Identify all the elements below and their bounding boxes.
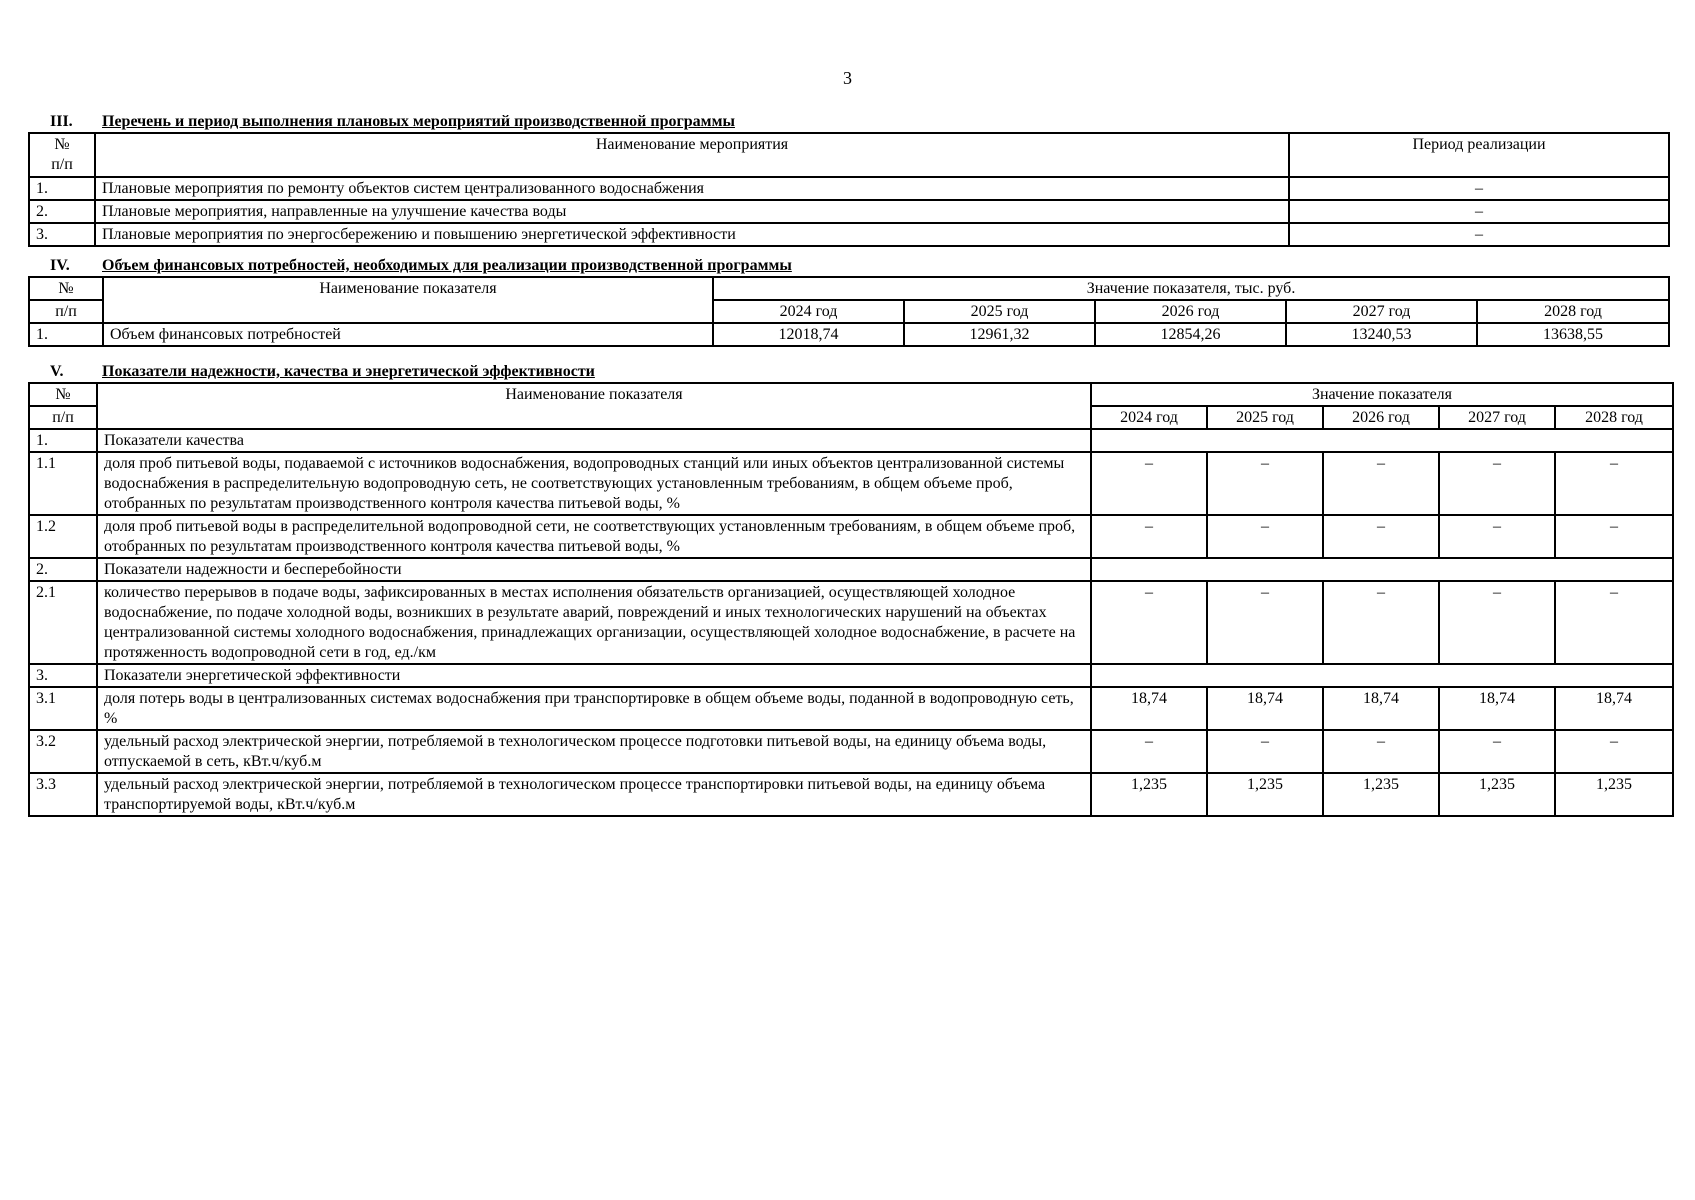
group-num: 1. [29, 429, 97, 452]
row-value: – [1207, 452, 1323, 515]
row-num: 2.1 [29, 581, 97, 664]
section-4-roman: IV. [50, 257, 70, 274]
section-4 [28, 256, 1670, 347]
header-name: Наименование показателя [97, 383, 1091, 429]
header-year: 2025 год [904, 300, 1095, 323]
table-row [29, 581, 1673, 664]
section-4-table [28, 276, 1670, 347]
section-5-table [28, 382, 1674, 817]
section-5-roman: V. [50, 363, 64, 380]
row-value: – [1555, 515, 1673, 558]
row-value: 12961,32 [904, 323, 1095, 346]
row-value: – [1439, 452, 1555, 515]
header-num-line2: п/п [29, 300, 103, 323]
row-name: Плановые мероприятия по ремонту объектов систем централизованного водоснабжения [95, 177, 1289, 200]
group-name: Показатели надежности и бесперебойности [97, 558, 1091, 581]
header-num-line2: п/п [51, 156, 73, 173]
row-value: 1,235 [1439, 773, 1555, 816]
table-row [29, 687, 1673, 730]
row-value: 18,74 [1323, 687, 1439, 730]
row-value: 1,235 [1323, 773, 1439, 816]
row-value: – [1555, 730, 1673, 773]
row-value: 12854,26 [1095, 323, 1286, 346]
row-num: 3.2 [29, 730, 97, 773]
row-name: Плановые мероприятия по энергосбережению и повышению энергетической эффективности [95, 223, 1289, 246]
table-header-row [29, 277, 1669, 300]
row-value: – [1323, 452, 1439, 515]
row-name: количество перерывов в подаче воды, зафиксированных в местах исполнения обязательств организацией, осуществляющей холодное водоснабжение, по подаче холодной воды, возникших в результате аварий, повреждений и иных технологических нарушений на объектах централизованной системы холодного водоснабжения, принадлежащих организации, осуществляющей холодное водоснабжение, в расчете на протяженность водопроводной сети в год, ед./км [97, 581, 1091, 664]
header-year: 2028 год [1555, 406, 1673, 429]
row-name: доля проб питьевой воды в распределительной водопроводной сети, не соответствующих установленным требованиям, в общем объеме проб, отобранных по результатам производственного контроля качества питьевой воды, % [97, 515, 1091, 558]
row-num: 1.1 [29, 452, 97, 515]
table-row [29, 452, 1673, 515]
page-number: 3 [843, 68, 852, 88]
row-name: удельный расход электрической энергии, потребляемой в технологическом процессе подготовки питьевой воды, на единицу объема воды, отпускаемой в сеть, кВт.ч/куб.м [97, 730, 1091, 773]
row-value: – [1323, 730, 1439, 773]
table-header-row [29, 383, 1673, 406]
group-values-empty [1091, 664, 1673, 687]
group-values-empty [1091, 429, 1673, 452]
row-value: – [1555, 581, 1673, 664]
row-name: Плановые мероприятия, направленные на улучшение качества воды [95, 200, 1289, 223]
table-row [29, 200, 1669, 223]
header-year: 2025 год [1207, 406, 1323, 429]
section-5 [28, 362, 1674, 817]
row-value: 18,74 [1091, 687, 1207, 730]
row-period: – [1289, 177, 1669, 200]
row-value: 1,235 [1207, 773, 1323, 816]
row-name: доля проб питьевой воды, подаваемой с источников водоснабжения, водопроводных станций или иных объектов централизованной системы водоснабжения в распределительную водопроводную сеть, не соответствующих установленным требованиям, в общем объеме проб, отобранных по результатам производственного контроля качества питьевой воды, % [97, 452, 1091, 515]
row-name: Объем финансовых потребностей [103, 323, 713, 346]
row-value: – [1091, 581, 1207, 664]
row-value: – [1439, 581, 1555, 664]
row-value: 1,235 [1555, 773, 1673, 816]
header-num-line1: № [29, 277, 103, 300]
header-year: 2028 год [1477, 300, 1669, 323]
section-5-title-text: Показатели надежности, качества и энергетической эффективности [102, 363, 595, 380]
header-num-line1: № [29, 383, 97, 406]
header-year: 2026 год [1323, 406, 1439, 429]
header-year: 2024 год [713, 300, 904, 323]
group-name: Показатели качества [97, 429, 1091, 452]
row-name: удельный расход электрической энергии, потребляемой в технологическом процессе транспортировки питьевой воды, на единицу объема транспортируемой воды, кВт.ч/куб.м [97, 773, 1091, 816]
section-3-table [28, 132, 1670, 247]
row-num: 2. [29, 200, 95, 223]
section-3-title [28, 112, 1670, 132]
row-num: 1. [29, 323, 103, 346]
header-num [29, 133, 95, 177]
header-value: Значение показателя, тыс. руб. [713, 277, 1669, 300]
row-value: – [1091, 515, 1207, 558]
row-value: – [1207, 581, 1323, 664]
row-value: 1,235 [1091, 773, 1207, 816]
header-name: Наименование показателя [103, 277, 713, 323]
row-value: 13240,53 [1286, 323, 1477, 346]
group-values-empty [1091, 558, 1673, 581]
row-value: – [1207, 730, 1323, 773]
row-num: 3. [29, 223, 95, 246]
section-3 [28, 112, 1670, 247]
row-num: 3.1 [29, 687, 97, 730]
group-row [29, 664, 1673, 687]
row-value: – [1323, 515, 1439, 558]
section-4-title [28, 256, 1670, 276]
header-name: Наименование мероприятия [95, 133, 1289, 177]
group-num: 2. [29, 558, 97, 581]
table-row [29, 773, 1673, 816]
row-value: – [1555, 452, 1673, 515]
section-5-title [28, 362, 1674, 382]
table-row [29, 515, 1673, 558]
group-row [29, 558, 1673, 581]
section-3-roman: III. [50, 113, 73, 130]
header-year: 2026 год [1095, 300, 1286, 323]
row-name: доля потерь воды в централизованных системах водоснабжения при транспортировке в общем объеме воды, поданной в водопроводную сеть, % [97, 687, 1091, 730]
table-row [29, 223, 1669, 246]
table-row [29, 323, 1669, 346]
row-value: – [1091, 452, 1207, 515]
row-value: 12018,74 [713, 323, 904, 346]
table-header-row [29, 133, 1669, 177]
group-num: 3. [29, 664, 97, 687]
header-year: 2027 год [1286, 300, 1477, 323]
row-value: 18,74 [1207, 687, 1323, 730]
table-row [29, 730, 1673, 773]
row-num: 1.2 [29, 515, 97, 558]
row-value: 18,74 [1439, 687, 1555, 730]
group-row [29, 429, 1673, 452]
section-4-title-text: Объем финансовых потребностей, необходимых для реализации производственной программы [102, 257, 792, 274]
header-value: Значение показателя [1091, 383, 1673, 406]
table-row [29, 177, 1669, 200]
header-year: 2024 год [1091, 406, 1207, 429]
header-year: 2027 год [1439, 406, 1555, 429]
header-period: Период реализации [1289, 133, 1669, 177]
header-num-line1: № [54, 136, 70, 153]
row-value: – [1207, 515, 1323, 558]
row-value: 13638,55 [1477, 323, 1669, 346]
row-value: – [1091, 730, 1207, 773]
row-num: 1. [29, 177, 95, 200]
row-period: – [1289, 223, 1669, 246]
row-period: – [1289, 200, 1669, 223]
row-value: – [1323, 581, 1439, 664]
row-value: – [1439, 730, 1555, 773]
row-value: 18,74 [1555, 687, 1673, 730]
group-name: Показатели энергетической эффективности [97, 664, 1091, 687]
row-num: 3.3 [29, 773, 97, 816]
row-value: – [1439, 515, 1555, 558]
section-3-title-text: Перечень и период выполнения плановых мероприятий производственной программы [102, 113, 735, 130]
header-num-line2: п/п [29, 406, 97, 429]
